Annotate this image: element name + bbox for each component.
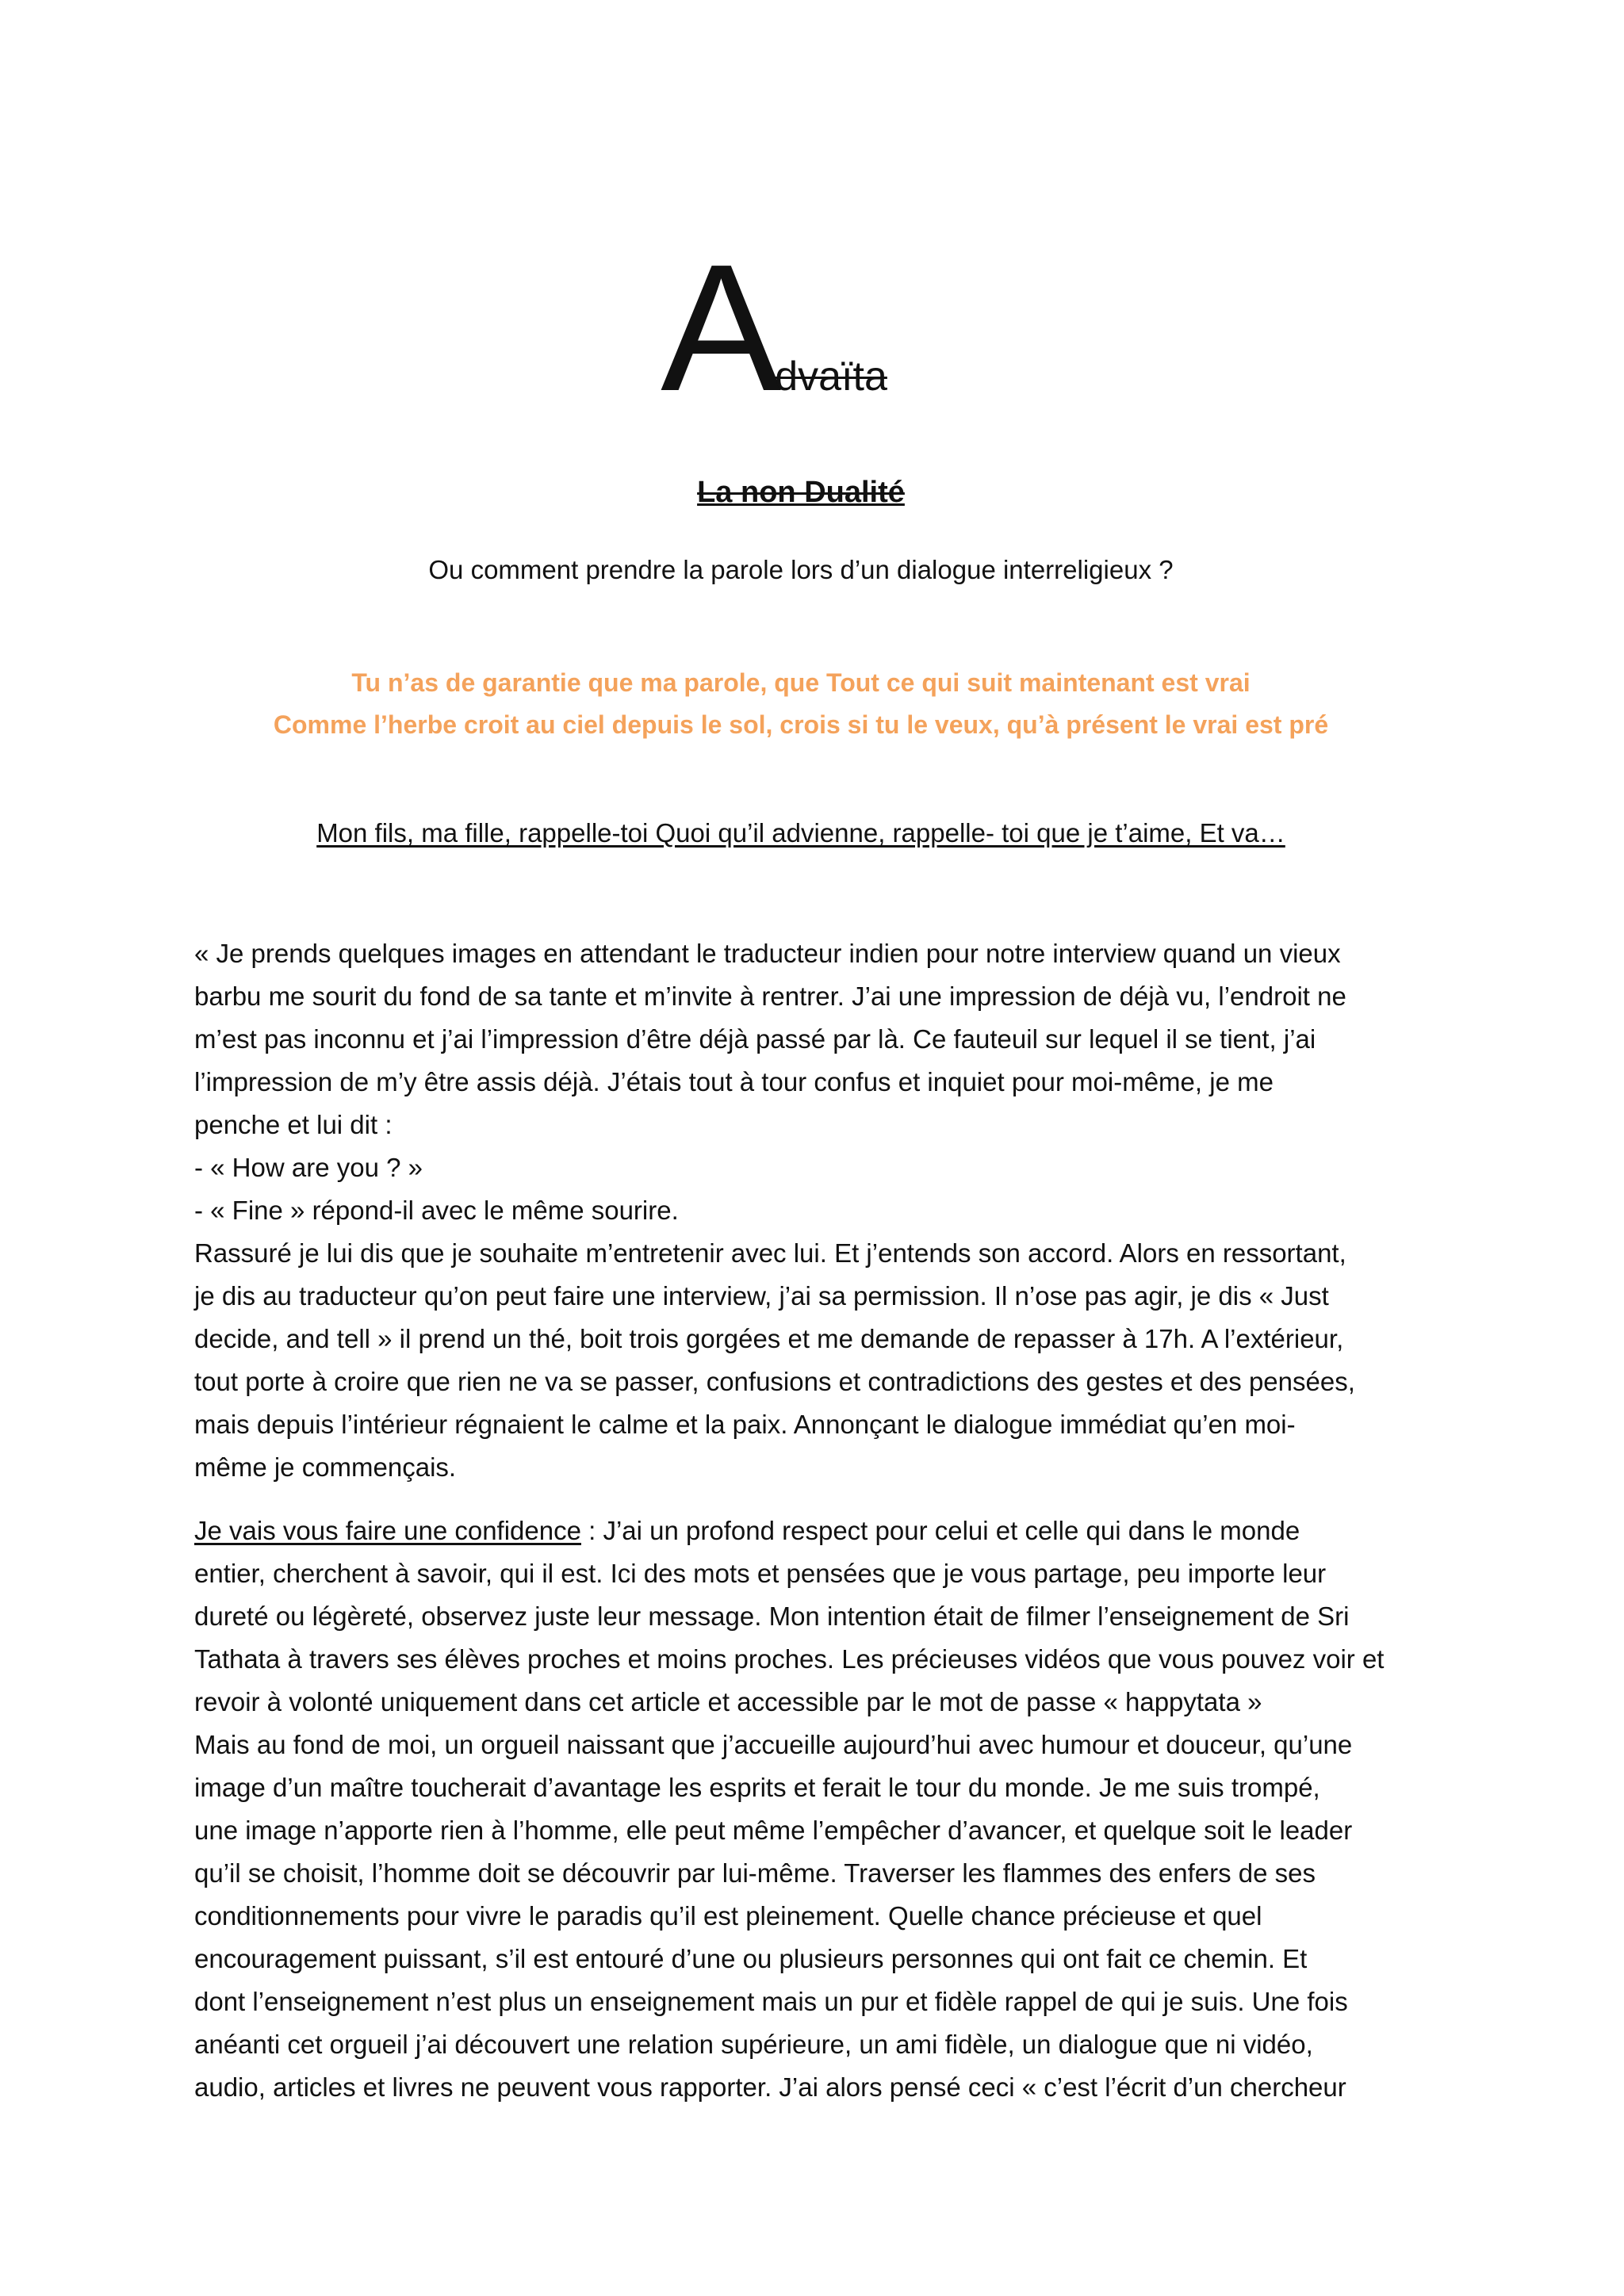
paragraph-1-line: - « Fine » répond-il avec le même sourire.	[194, 1196, 679, 1225]
paragraph-1-line: tout porte à croire que rien ne va se passer, confusions et contradictions des gestes et des pensées,	[194, 1367, 1355, 1396]
paragraph-1-line: - « How are you ? »	[194, 1153, 423, 1182]
paragraph-2-line: revoir à volonté uniquement dans cet article et accessible par le mot de passe « happytata »	[194, 1687, 1262, 1716]
paragraph-1-line: « Je prends quelques images en attendant le traducteur indien pour notre interview quand un vieux	[194, 939, 1341, 968]
title-initial: A	[661, 228, 780, 429]
paragraph-2-line: image d’un maître toucherait d’avantage les esprits et ferait le tour du monde. Je me suis trompé,	[194, 1773, 1320, 1802]
title-rest: dvaïta	[775, 354, 887, 400]
paragraph-2-line: encouragement puissant, s’il est entouré d’une ou plusieurs personnes qui ont fait ce chemin. Et	[194, 1944, 1308, 1973]
paragraph-1-line: m’est pas inconnu et j’ai l’impression d’être déjà passé par là. Ce fauteuil sur lequel il se tient, j’ai	[194, 1024, 1316, 1054]
dedication-line: Mon fils, ma fille, rappelle-toi Quoi qu’il advienne, rappelle- toi que je t’aime, Et va…	[316, 818, 1285, 848]
paragraph-1-line: l’impression de m’y être assis déjà. J’étais tout à tour confus et inquiet pour moi-même, je me	[194, 1067, 1274, 1096]
paragraph-2-lead-rest: : J’ai un profond respect pour celui et celle qui dans le monde	[580, 1516, 1300, 1545]
paragraph-2-line: dureté ou légèreté, observez juste leur message. Mon intention était de filmer l’enseignement de Sri	[194, 1601, 1350, 1631]
paragraph-1-line: je dis au traducteur qu’on peut faire une interview, j’ai sa permission. Il n’ose pas agir, je dis « Just	[194, 1281, 1329, 1311]
paragraph-1-line: decide, and tell » il prend un thé, boit trois gorgées et me demande de repasser à 17h. A l’extérieur,	[194, 1324, 1344, 1353]
paragraph-2-line: qu’il se choisit, l’homme doit se découvrir par lui-même. Traverser les flammes des enfers de ses	[194, 1858, 1316, 1888]
paragraph-1-line: barbu me sourit du fond de sa tante et m’invite à rentrer. J’ai une impression de déjà vu, l’endroit ne	[194, 982, 1346, 1011]
quote-line-1: Tu n’as de garantie que ma parole, que Tout ce qui suit maintenant est vrai	[351, 668, 1251, 697]
document-subtitle: La non Dualité	[697, 476, 905, 509]
document-title	[0, 228, 1624, 429]
paragraph-2-line: une image n’apporte rien à l’homme, elle peut même l’empêcher d’avancer, et quelque soit le leader	[194, 1816, 1353, 1845]
document-question: Ou comment prendre la parole lors d’un dialogue interreligieux ?	[428, 555, 1174, 584]
paragraph-2-line: Mais au fond de moi, un orgueil naissant que j’accueille aujourd’hui avec humour et douceur, qu’une	[194, 1730, 1353, 1759]
quote-line-2: Comme l’herbe croit au ciel depuis le sol, crois si tu le veux, qu’à présent le vrai est pré	[273, 710, 1329, 739]
confidence-heading: Je vais vous faire une confidence	[194, 1516, 581, 1545]
paragraph-2-line: entier, cherchent à savoir, qui il est. Ici des mots et pensées que je vous partage, peu importe leur	[194, 1559, 1327, 1588]
paragraph-2-line: conditionnements pour vivre le paradis qu’il est pleinement. Quelle chance précieuse et quel	[194, 1901, 1262, 1931]
paragraph-2-line: audio, articles et livres ne peuvent vous rapporter. J’ai alors pensé ceci « c’est l’écrit d’un chercheur	[194, 2072, 1346, 2102]
paragraph-1-line: même je commençais.	[194, 1452, 457, 1482]
paragraph-2-first-line	[194, 1517, 1300, 1544]
paragraph-1-line: mais depuis l’intérieur régnaient le calme et la paix. Annonçant le dialogue immédiat qu’en moi-	[194, 1410, 1296, 1439]
paragraph-2-line: Tathata à travers ses élèves proches et moins proches. Les précieuses vidéos que vous pouvez voir et	[194, 1644, 1385, 1674]
paragraph-2-line: anéanti cet orgueil j’ai découvert une relation supérieure, un ami fidèle, un dialogue que ni vidéo,	[194, 2030, 1313, 2059]
paragraph-1-line: penche et lui dit :	[194, 1110, 393, 1139]
paragraph-2-line: dont l’enseignement n’est plus un enseignement mais un pur et fidèle rappel de qui je suis. Une fois	[194, 1987, 1348, 2016]
paragraph-1-line: Rassuré je lui dis que je souhaite m’entretenir avec lui. Et j’entends son accord. Alors en ressortant,	[194, 1238, 1346, 1268]
